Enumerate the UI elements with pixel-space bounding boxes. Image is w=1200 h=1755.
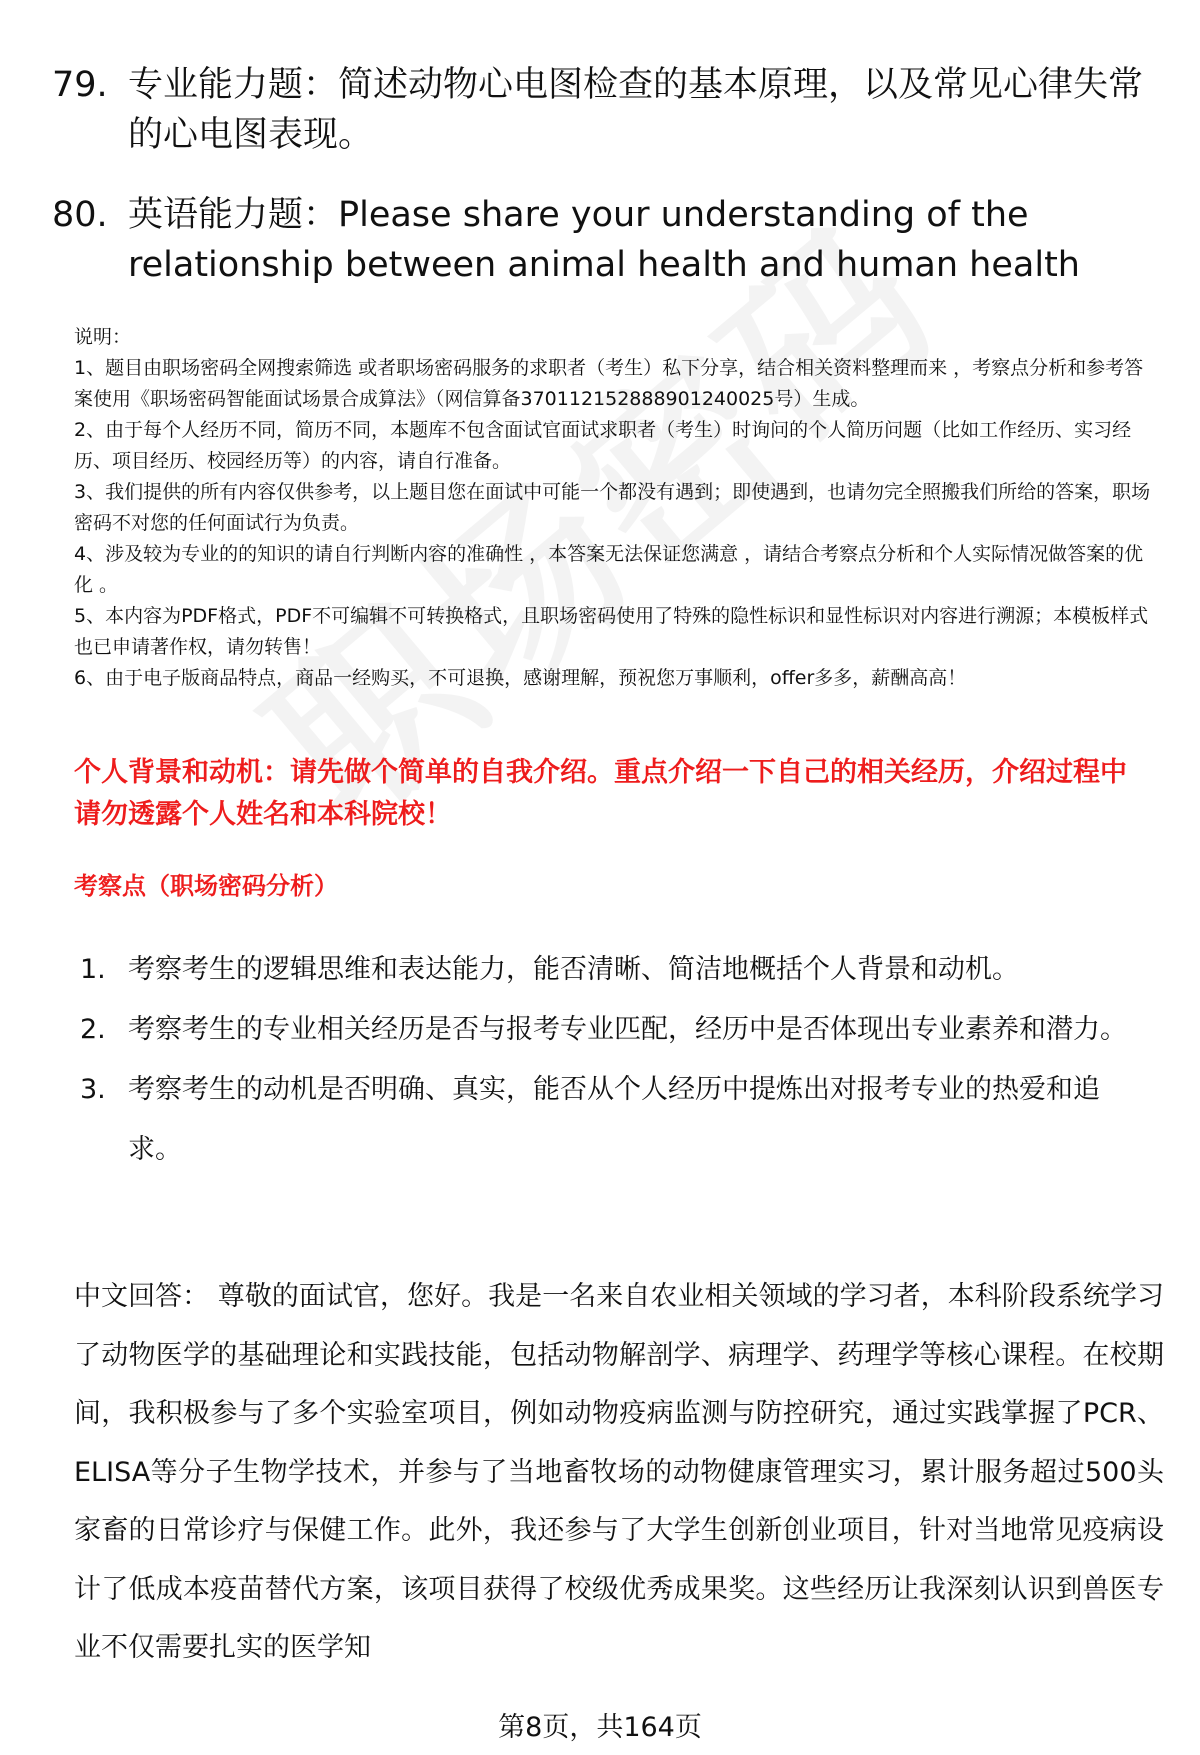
list-item-text: 考察考生的逻辑思维和表达能力，能否清晰、简洁地概括个人背景和动机。	[128, 954, 1019, 985]
question-number: 79.	[52, 65, 108, 105]
list-item-number: 3.	[80, 1074, 106, 1105]
note-item: 4、涉及较为专业的的知识的请自行判断内容的准确性 ，本答案无法保证您满意 ，请结合考察点分析和个人实际情况做答案的优化 。	[74, 543, 1144, 596]
notes-section	[74, 322, 1154, 694]
note-item: 1、题目由职场密码全网搜索筛选 或者职场密码服务的求职者（考生）私下分享，结合相关资料整理而来 ，考察点分析和参考答案使用《职场密码智能面试场景合成算法》（网信算备370112152888901240025号）生成。	[74, 357, 1144, 410]
note-item: 5、本内容为PDF格式，PDF不可编辑不可转换格式，且职场密码使用了特殊的隐性标识和显性标识对内容进行溯源；本模板样式也已申请著作权，请勿转售！	[74, 605, 1149, 658]
list-item	[80, 1060, 1150, 1180]
list-item	[80, 940, 1150, 1000]
interview-prompt: 个人背景和动机：请先做个简单的自我介绍。重点介绍一下自己的相关经历，介绍过程中请勿透露个人姓名和本科院校！	[74, 757, 1127, 830]
list-item-text: 考察考生的专业相关经历是否与报考专业匹配，经历中是否体现出专业素养和潜力。	[128, 1014, 1127, 1045]
question-text: 英语能力题：Please share your understanding of the relationship between animal health and human health	[128, 195, 1080, 285]
question-number: 80.	[52, 195, 108, 235]
question-79	[52, 60, 1152, 160]
note-item: 2、由于每个人经历不同，简历不同，本题库不包含面试官面试求职者（考生）时询问的个人简历问题（比如工作经历、实习经历、项目经历、校园经历等）的内容，请自行准备。	[74, 419, 1132, 472]
answer-paragraph: 中文回答： 尊敬的面试官，您好。我是一名来自农业相关领域的学习者，本科阶段系统学习了动物医学的基础理论和实践技能，包括动物解剖学、病理学、药理学等核心课程。在校期间，我积极参与了多个实验室项目，例如动物疫病监测与防控研究，通过实践掌握了PCR、ELISA等分子生物学技术，并参与了当地畜牧场的动物健康管理实习，累计服务超过500头家畜的日常诊疗与保健工作。此外，我还参与了大学生创新创业项目，针对当地常见疫病设计了低成本疫苗替代方案，该项目获得了校级优秀成果奖。这些经历让我深刻认识到兽医专业不仅需要扎实的医学知	[74, 1281, 1164, 1663]
list-item-number: 1.	[80, 954, 106, 985]
notes-heading: 说明：	[74, 326, 132, 348]
list-item	[80, 1000, 1150, 1060]
note-item: 3、我们提供的所有内容仅供参考，以上题目您在面试中可能一个都没有遇到；即使遇到，也请勿完全照搬我们所给的答案，职场密码不对您的任何面试行为负责。	[74, 481, 1151, 534]
list-item-text: 考察考生的动机是否明确、真实，能否从个人经历中提炼出对报考专业的热爱和追求。	[128, 1074, 1100, 1165]
focus-points-list	[80, 940, 1150, 1180]
page-number: 第8页，共164页	[498, 1712, 702, 1743]
note-item: 6、由于电子版商品特点，商品一经购买，不可退换，感谢理解，预祝您万事顺利，offer多多，薪酬高高！	[74, 667, 967, 689]
list-item-number: 2.	[80, 1014, 106, 1045]
focus-heading: 考察点（职场密码分析）	[74, 872, 338, 900]
question-text: 专业能力题：简述动物心电图检查的基本原理，以及常见心律失常的心电图表现。	[128, 65, 1144, 155]
question-80	[52, 190, 1152, 290]
